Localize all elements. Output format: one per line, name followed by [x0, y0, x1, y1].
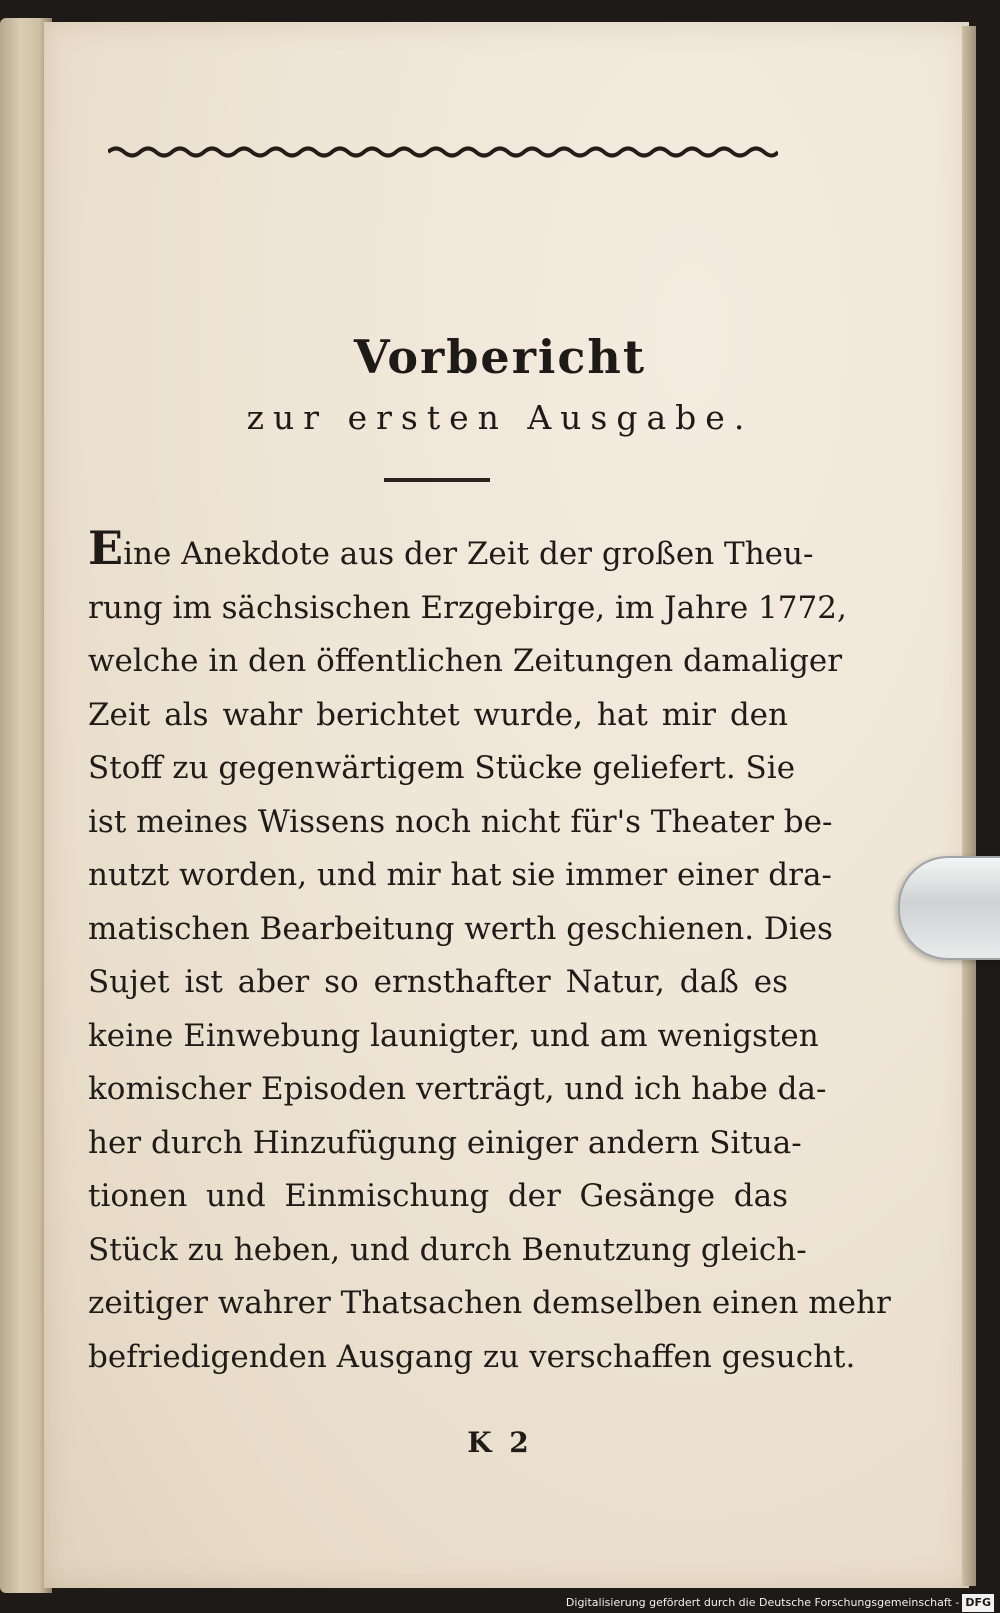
page-subtitle: zur ersten Ausgabe. — [246, 398, 754, 437]
text-line: zeitiger wahrer Thatsachen demselben einen mehr — [88, 1285, 891, 1321]
text-line: matischen Bearbeitung werth geschienen. Dies — [88, 910, 833, 947]
book-right-page-edge — [962, 26, 976, 1586]
signature-mark: K 2 — [467, 1426, 533, 1459]
text-line: Zeit als wahr berichtet wurde, hat mir den — [88, 696, 788, 733]
dfg-logo: DFG — [962, 1594, 994, 1612]
text-line: rung im sächsischen Erzgebirge, im Jahre 1772, — [88, 589, 847, 626]
text-line: tionen und Einmischung der Gesänge das — [88, 1178, 788, 1214]
title-divider — [384, 478, 490, 482]
text-line: ist meines Wissens noch nicht für's Theater be- — [88, 803, 833, 840]
text-line: her durch Hinzufügung einiger andern Situa- — [88, 1124, 802, 1161]
text-line: keine Einwebung launigter, und am wenigsten — [88, 1017, 819, 1054]
digitization-credit — [566, 1594, 994, 1612]
text-line: nutzt worden, und mir hat sie immer einer dra- — [88, 857, 832, 893]
ornamental-wave-rule — [108, 142, 778, 162]
text-line: welche in den öffentlichen Zeitungen damaliger — [88, 643, 843, 679]
text-line: befriedigenden Ausgang zu verschaffen gesucht. — [88, 1338, 856, 1375]
drop-cap: E — [88, 521, 124, 575]
page-clip — [898, 856, 1000, 960]
text-line: Stoff zu gegenwärtigem Stücke geliefert. Sie — [88, 750, 796, 786]
text-line: komischer Episoden verträgt, und ich habe da- — [88, 1071, 827, 1107]
page-title: Vorbericht — [353, 330, 647, 384]
preface-text — [88, 521, 891, 1384]
text-line: Eine Anekdote aus der Zeit der großen Theu- — [88, 521, 814, 575]
text-line: Sujet ist aber so ernsthafter Natur, daß es — [88, 964, 788, 1000]
text-line: Stück zu heben, und durch Benutzung gleich- — [88, 1231, 807, 1268]
credit-text: Digitalisierung gefördert durch die Deutsche Forschungsgemeinschaft - — [565, 1596, 960, 1609]
